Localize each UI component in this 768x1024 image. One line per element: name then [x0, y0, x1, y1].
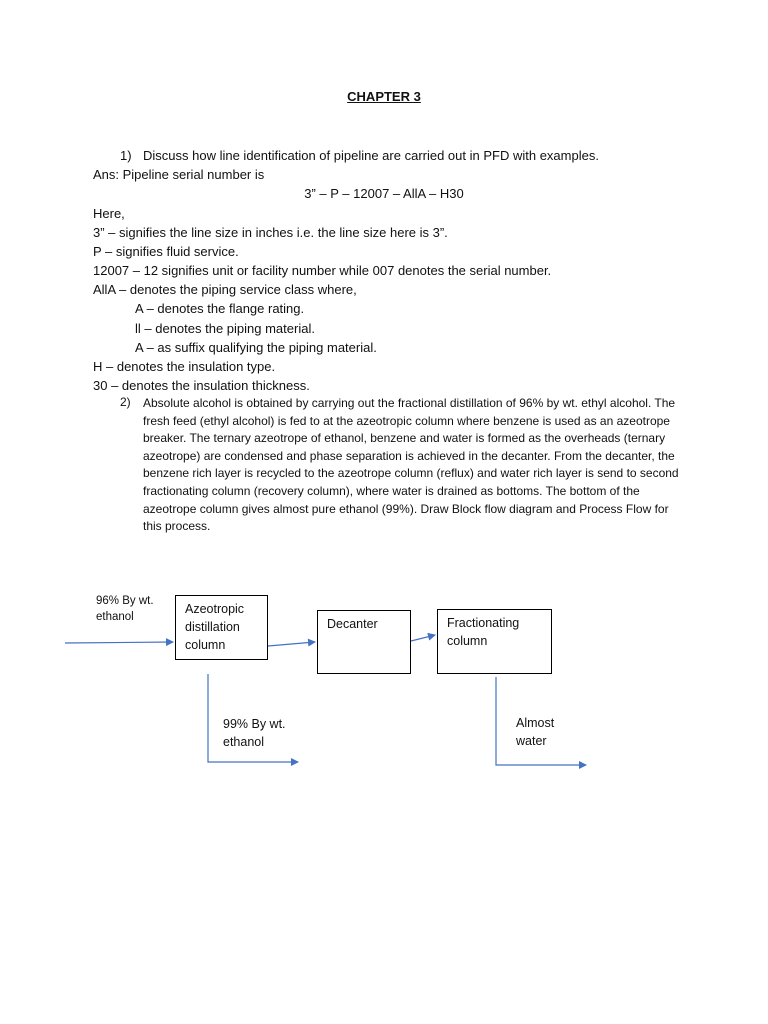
insulation-type-desc: H – denotes the insulation type. [93, 359, 276, 374]
question-1-text: Discuss how line identification of pipeline are carried out in PFD with examples. [143, 148, 599, 163]
feed-label: 96% By wt. ethanol [96, 595, 154, 623]
here-label: Here, [93, 206, 125, 221]
suffix-desc: A – as suffix qualifying the piping material. [135, 340, 377, 355]
fluid-service-desc: P – signifies fluid service. [93, 244, 239, 259]
pipeline-code: 3” – P – 12007 – AllA – H30 [304, 186, 464, 201]
insulation-thickness-desc: 30 – denotes the insulation thickness. [93, 378, 310, 393]
unit-number-desc: 12007 – 12 signifies unit or facility number while 007 denotes the serial number. [93, 263, 552, 278]
question-2-number: 2) [120, 395, 131, 409]
flange-rating-desc: A – denotes the flange rating. [135, 301, 305, 316]
water-bottoms-arrow [496, 677, 586, 765]
decanter-to-fractionator-arrow [411, 635, 435, 641]
line-size-desc: 3” – signifies the line size in inches i.e. the line size here is 3”. [93, 225, 448, 240]
water-product-label: Almost water [516, 716, 555, 748]
decanter-label: Decanter [327, 617, 378, 631]
question-2-text: Absolute alcohol is obtained by carrying out the fractional distillation of 96% by wt. ethyl alcohol. The fresh feed (ethyl alcohol) is fed to at the azeotropic column where benzene is used as an azeotrope breaker. The ternary azeotrope of ethanol, benzene and water is formed as the overheads (ternary azeotrope) are condensed and phase separation is achieved in the decanter. From the decanter, the benzene rich layer is recycled to the azeotrope column (reflux) and water rich layer is send to second fractionating column (recovery column), where water is drained as bottoms. The bottom of the azeotrope column gives almost pure ethanol (99%). Draw Block flow diagram and Process Flow for this process. [143, 396, 679, 534]
ethanol-bottoms-arrow [208, 674, 298, 762]
piping-material-desc: ll – denotes the piping material. [135, 321, 315, 336]
ethanol-product-label: 99% By wt. ethanol [223, 717, 286, 749]
fractionating-column-label: Fractionating column [447, 616, 520, 648]
question-1-number: 1) [120, 148, 132, 163]
answer-intro: Ans: Pipeline serial number is [93, 167, 265, 182]
azeotropic-column-label: Azeotropic distillation column [185, 602, 245, 652]
column-to-decanter-arrow [268, 642, 315, 646]
feed-arrow [65, 642, 173, 643]
chapter-title: CHAPTER 3 [347, 89, 421, 104]
service-class-desc: AllA – denotes the piping service class where, [93, 282, 357, 297]
